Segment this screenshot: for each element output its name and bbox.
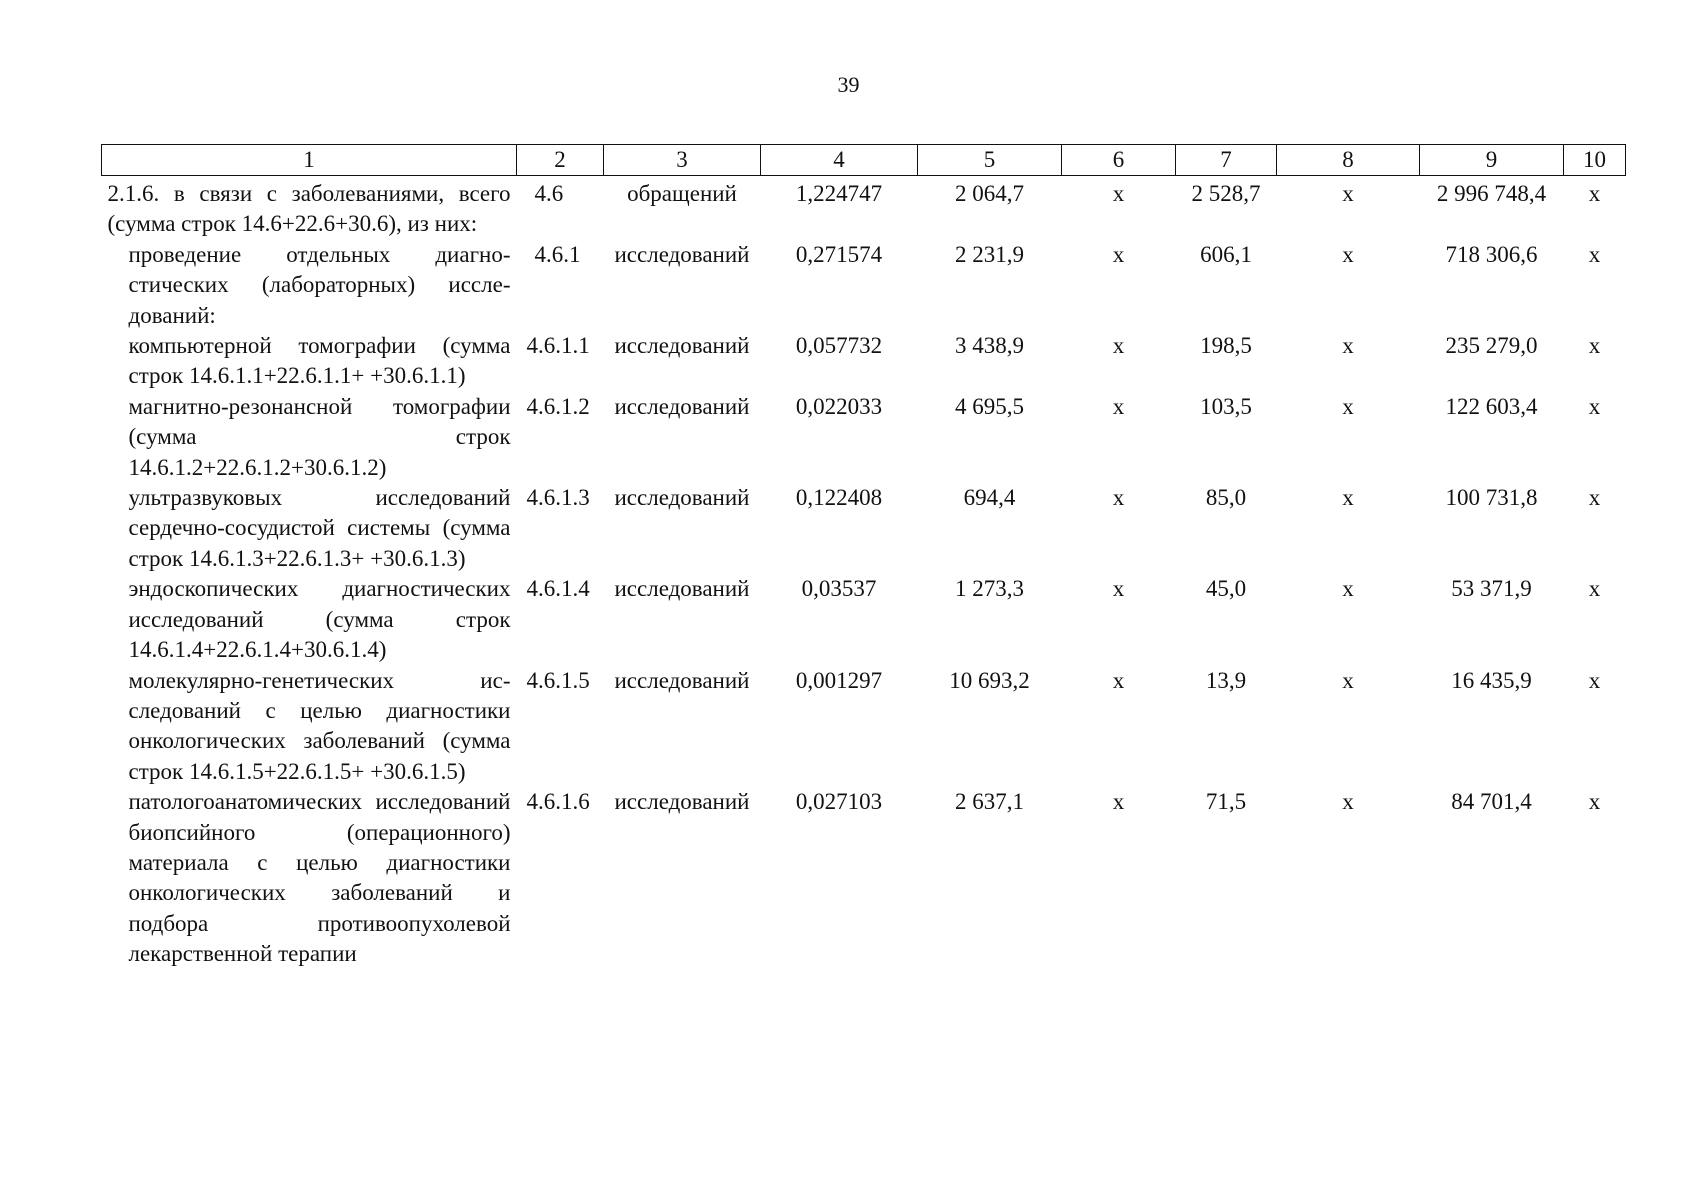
row-col5-value: 10 693,2 bbox=[949, 667, 1030, 693]
column-header-10: 10 bbox=[1564, 145, 1626, 176]
row-col6-value: х bbox=[1112, 333, 1125, 359]
row-col4-value: 0,122408 bbox=[795, 485, 883, 511]
page-number: 39 bbox=[837, 72, 860, 97]
row-col9-value: 84 701,4 bbox=[1451, 789, 1532, 815]
row-col7-value: 103,5 bbox=[1200, 393, 1252, 419]
row-col9-value: 16 435,9 bbox=[1451, 667, 1532, 693]
row-name: компьютерной томографии (сумма строк 14.6.1.1+22.6.1.1+ +30.6.1.1) bbox=[128, 333, 511, 389]
row-col6-value: х bbox=[1112, 667, 1125, 693]
row-name: ультразвуковых исследований сердечно-сосудистой системы (сумма строк 14.6.1.3+22.6.1.3+ +30.6.1.3) bbox=[128, 485, 511, 571]
row-unit: исследований bbox=[614, 667, 750, 693]
table-row bbox=[102, 176, 1626, 240]
row-col9-value: 718 306,6 bbox=[1445, 241, 1538, 267]
table-row bbox=[102, 392, 1626, 483]
row-col8-value: х bbox=[1342, 789, 1354, 815]
row-col6-value: х bbox=[1112, 393, 1125, 419]
row-col6-value: х bbox=[1112, 241, 1125, 267]
row-col4-value: 0,001297 bbox=[795, 667, 883, 693]
row-col8-value: х bbox=[1342, 393, 1354, 419]
column-header-9: 9 bbox=[1420, 145, 1564, 176]
row-code: 4.6 bbox=[534, 181, 564, 206]
column-header-3: 3 bbox=[604, 145, 761, 176]
row-unit: исследований bbox=[614, 576, 750, 602]
row-code: 4.6.1.6 bbox=[526, 789, 590, 815]
row-name: молекулярно-генетических исследований с целью диагностики онкологических заболеваний (сумма строк 14.6.1.5+22.6.1.5+ +30.6.1.5) bbox=[128, 667, 511, 784]
row-col9-value: 235 279,0 bbox=[1445, 333, 1538, 359]
table-row bbox=[102, 331, 1626, 392]
row-col8-value: х bbox=[1342, 667, 1354, 693]
row-col6-value: х bbox=[1112, 181, 1125, 206]
column-header-6: 6 bbox=[1062, 145, 1176, 176]
row-col9-value: 53 371,9 bbox=[1451, 576, 1532, 602]
row-unit: исследований bbox=[614, 393, 750, 419]
row-col10-value: х bbox=[1588, 181, 1601, 206]
row-col7-value: 85,0 bbox=[1205, 485, 1247, 511]
row-col4-value: 0,027103 bbox=[795, 789, 883, 815]
row-col4-value: 0,022033 bbox=[795, 393, 883, 419]
row-col7-value: 606,1 bbox=[1200, 241, 1252, 267]
row-col4-value: 1,224747 bbox=[795, 181, 883, 206]
row-col5-value: 4 695,5 bbox=[955, 393, 1024, 419]
column-header-2: 2 bbox=[517, 145, 604, 176]
row-code: 4.6.1.5 bbox=[526, 667, 590, 693]
column-header-5: 5 bbox=[918, 145, 1062, 176]
row-unit: обращений bbox=[627, 181, 737, 206]
row-code: 4.6.1.2 bbox=[526, 393, 590, 419]
data-table bbox=[101, 144, 1626, 970]
table-row bbox=[102, 483, 1626, 574]
column-header-8: 8 bbox=[1277, 145, 1420, 176]
row-col7-value: 2 528,7 bbox=[1191, 181, 1261, 206]
column-header-7: 7 bbox=[1176, 145, 1277, 176]
row-col5-value: 3 438,9 bbox=[955, 333, 1024, 359]
row-name: 2.1.6. в связи с заболеваниями, всего (сумма строк 14.6+22.6+30.6), из них: bbox=[107, 181, 511, 237]
table-row bbox=[102, 787, 1626, 969]
row-code: 4.6.1.3 bbox=[526, 485, 590, 511]
row-col4-value: 0,271574 bbox=[795, 241, 883, 267]
row-col5-value: 694,4 bbox=[963, 485, 1016, 511]
row-col7-value: 13,9 bbox=[1205, 667, 1247, 693]
row-col10-value: х bbox=[1588, 789, 1601, 815]
row-col5-value: 2 231,9 bbox=[955, 241, 1024, 267]
row-unit: исследований bbox=[614, 241, 750, 267]
column-header-1: 1 bbox=[102, 145, 517, 176]
row-code: 4.6.1 bbox=[534, 241, 581, 267]
row-col6-value: х bbox=[1112, 485, 1125, 511]
row-name: магнитно-резонансной томографии (сумма строк 14.6.1.2+22.6.1.2+30.6.1.2) bbox=[128, 393, 511, 480]
row-col9-value: 100 731,8 bbox=[1445, 485, 1538, 511]
row-col5-value: 1 273,3 bbox=[955, 576, 1024, 602]
table-row bbox=[102, 574, 1626, 665]
row-col7-value: 45,0 bbox=[1205, 576, 1247, 602]
row-col5-value: 2 637,1 bbox=[955, 789, 1024, 815]
row-col10-value: х bbox=[1588, 333, 1601, 359]
row-col6-value: х bbox=[1112, 576, 1125, 602]
row-unit: исследований bbox=[614, 789, 750, 815]
table-row bbox=[102, 666, 1626, 788]
column-header-4: 4 bbox=[761, 145, 918, 176]
row-name: проведение отдельных диагностических (лабораторных) исследований: bbox=[128, 241, 511, 328]
table-row bbox=[102, 240, 1626, 331]
row-unit: исследований bbox=[614, 333, 750, 359]
row-col7-value: 198,5 bbox=[1200, 333, 1252, 359]
row-col5-value: 2 064,7 bbox=[955, 181, 1024, 206]
row-col10-value: х bbox=[1588, 485, 1601, 511]
row-col9-value: 122 603,4 bbox=[1445, 393, 1538, 419]
row-col6-value: х bbox=[1112, 789, 1125, 815]
row-name: патологоанатомических исследований биопсийного (операционного) материала с целью диагностики онкологических заболеваний и подбора противоопухолевой лекарственной терапии bbox=[128, 789, 511, 967]
row-col10-value: х bbox=[1588, 393, 1601, 419]
row-code: 4.6.1.1 bbox=[526, 333, 590, 359]
row-col4-value: 0,057732 bbox=[795, 333, 883, 359]
row-col8-value: х bbox=[1342, 333, 1354, 359]
row-col8-value: х bbox=[1342, 181, 1354, 206]
row-name: эндоскопических диагностических исследований (сумма строк 14.6.1.4+22.6.1.4+30.6.1.4) bbox=[128, 576, 511, 663]
header-row bbox=[102, 145, 1626, 176]
row-col9-value: 2 996 748,4 bbox=[1436, 181, 1547, 206]
row-col8-value: х bbox=[1342, 241, 1354, 267]
row-col7-value: 71,5 bbox=[1205, 789, 1247, 815]
row-col4-value: 0,03537 bbox=[801, 576, 877, 602]
row-code: 4.6.1.4 bbox=[526, 576, 590, 602]
row-col8-value: х bbox=[1342, 485, 1354, 511]
row-unit: исследований bbox=[614, 485, 750, 511]
row-col10-value: х bbox=[1588, 667, 1601, 693]
row-col10-value: х bbox=[1588, 576, 1601, 602]
row-col8-value: х bbox=[1342, 576, 1354, 602]
row-col10-value: х bbox=[1588, 241, 1601, 267]
